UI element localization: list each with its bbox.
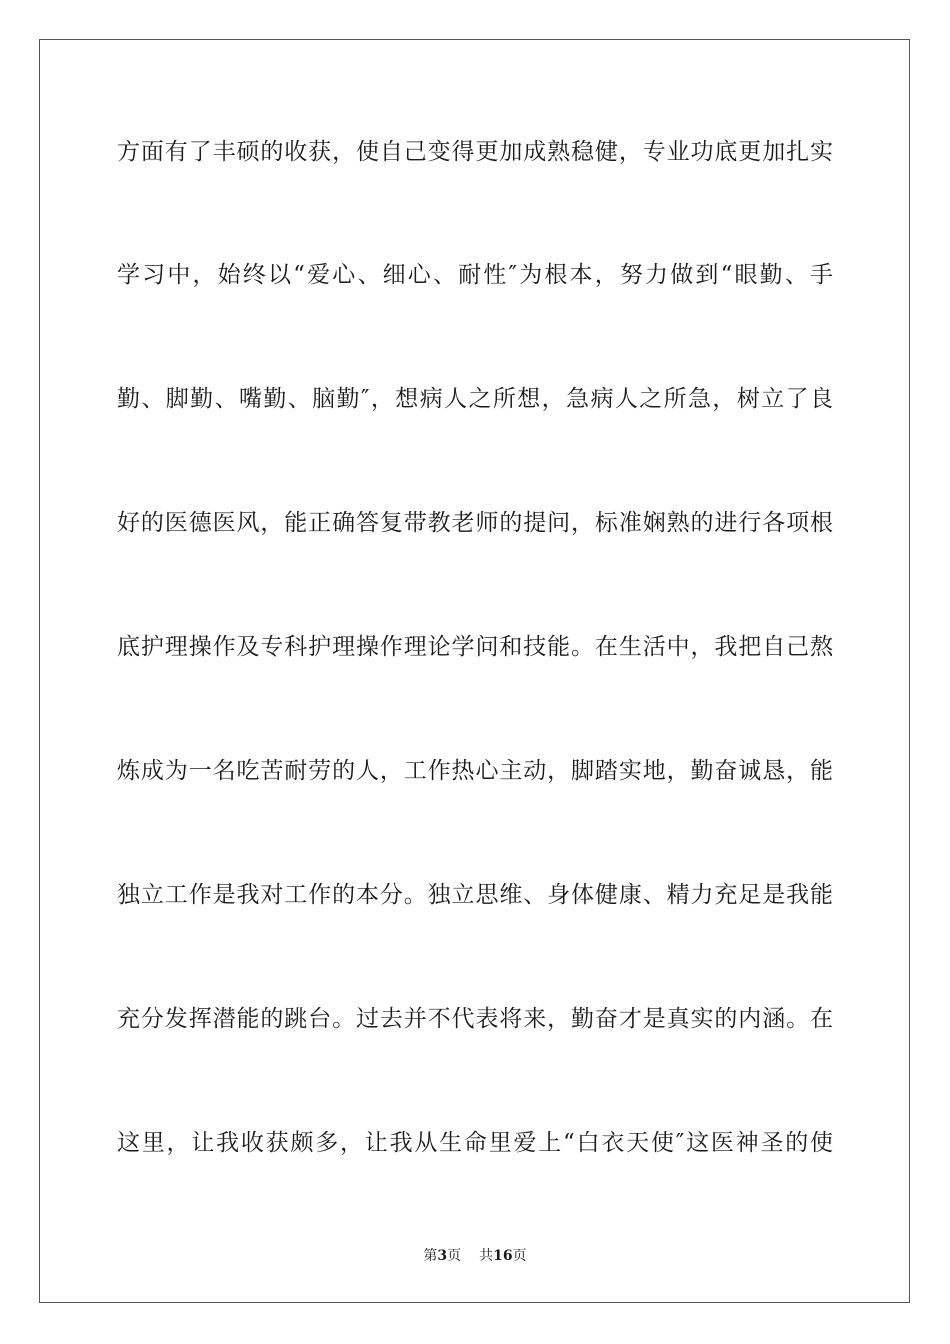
body-text-line: 好的医德医风，能正确答复带教老师的提问，标准娴熟的进行各项根 xyxy=(117,510,833,536)
current-page-number: 3 xyxy=(437,1248,448,1264)
page-label-prefix: 第 xyxy=(423,1248,438,1264)
body-text-line: 底护理操作及专科护理操作理论学问和技能。在生活中，我把自己熬 xyxy=(117,634,833,660)
body-text-line: 充分发挥潜能的跳台。过去并不代表将来，勤奋才是真实的内涵。在 xyxy=(117,1006,833,1032)
total-page-count: 16 xyxy=(493,1248,513,1264)
body-text-line: 炼成为一名吃苦耐劳的人，工作热心主动，脚踏实地，勤奋诚恳，能 xyxy=(117,758,833,784)
page-footer xyxy=(0,1247,950,1265)
total-label-prefix: 共 xyxy=(479,1248,494,1264)
page-border xyxy=(39,39,910,1303)
body-text-line: 学习中，始终以“爱心、细心、耐性″为根本，努力做到“眼勤、手 xyxy=(117,262,833,288)
body-text-line: 这里，让我收获颇多，让我从生命里爱上“白衣天使″这医神圣的使 xyxy=(117,1130,833,1156)
body-text-line: 方面有了丰硕的收获，使自己变得更加成熟稳健，专业功底更加扎实 xyxy=(117,139,833,165)
page-label-suffix: 页 xyxy=(447,1248,462,1264)
body-text-line: 独立工作是我对工作的本分。独立思维、身体健康、精力充足是我能 xyxy=(117,882,833,908)
total-label-suffix: 页 xyxy=(512,1248,527,1264)
body-text-line: 勤、脚勤、嘴勤、脑勤″，想病人之所想，急病人之所急，树立了良 xyxy=(117,386,833,412)
